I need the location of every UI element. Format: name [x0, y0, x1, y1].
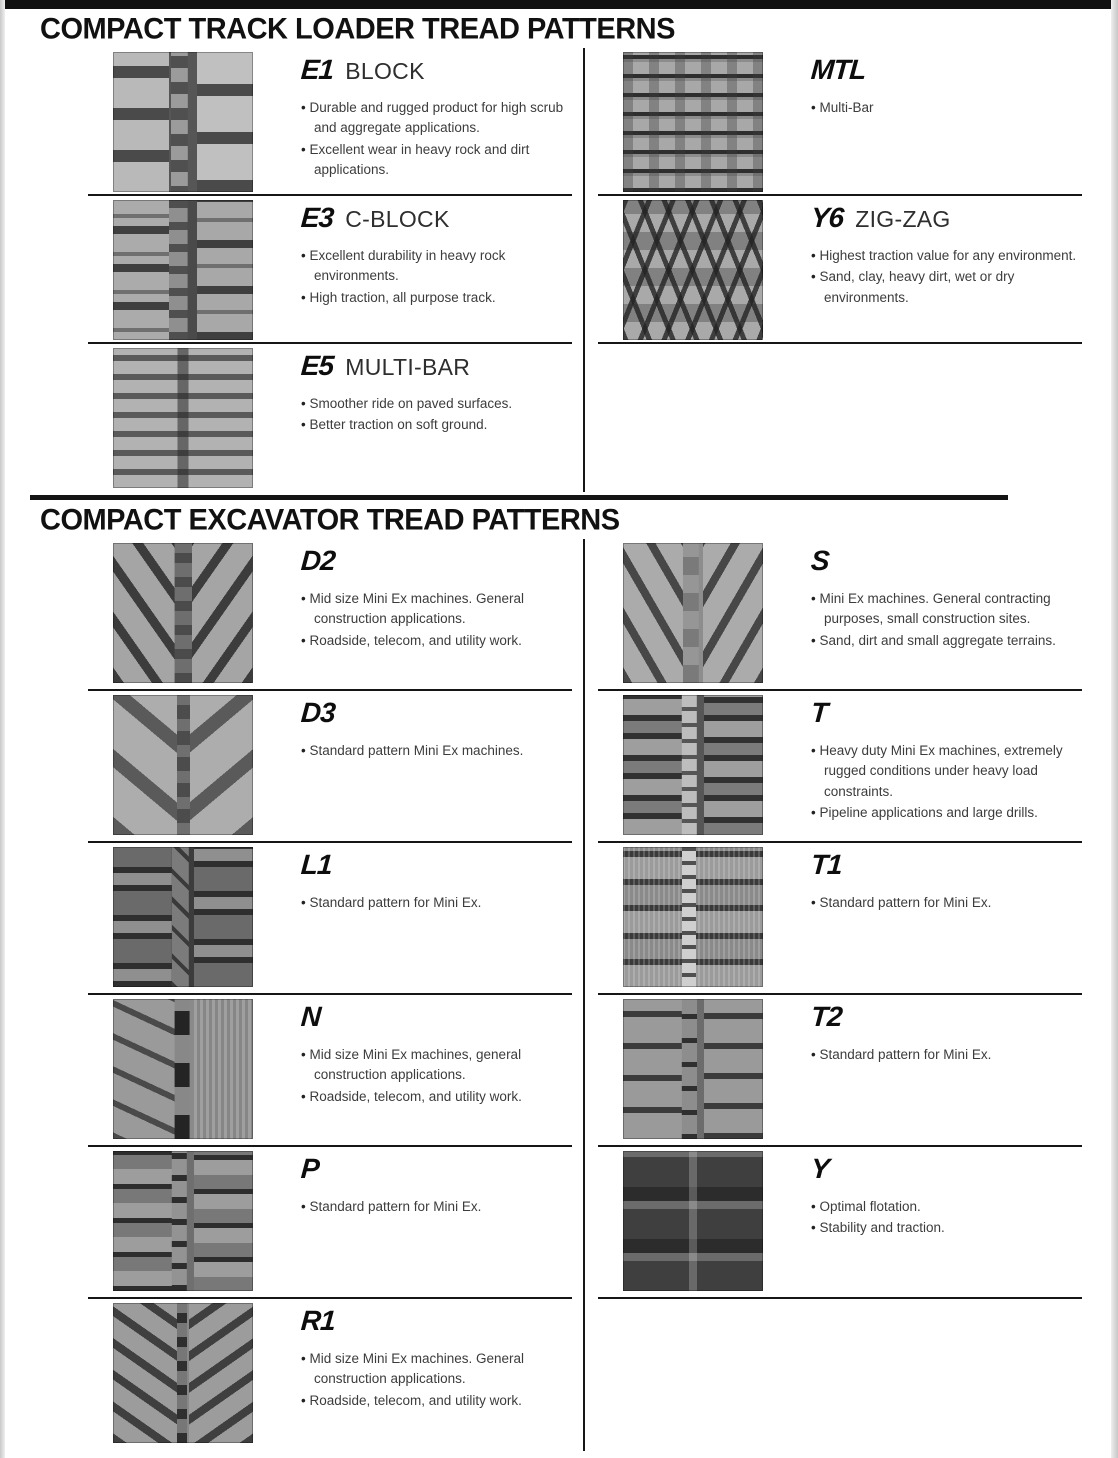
- pattern-title: [301, 202, 572, 234]
- t2-tread-icon: [623, 999, 763, 1139]
- pattern-bullets: [811, 589, 1082, 651]
- pattern-code: P: [299, 1153, 320, 1184]
- e3-c-block-tread-icon: [113, 200, 253, 340]
- pattern-code: E5: [299, 350, 335, 381]
- pattern-bullets: [301, 98, 572, 180]
- pattern-title: [811, 545, 1082, 577]
- pattern-title: [301, 1153, 481, 1185]
- tread-row-t1: [598, 843, 1082, 995]
- pattern-code: Y6: [809, 202, 845, 233]
- bullet-item: • Multi-Bar: [811, 98, 874, 118]
- bullet-item: • Optimal flotation.: [811, 1197, 945, 1217]
- pattern-title: [811, 697, 1082, 729]
- bullet-item: • Sand, dirt and small aggregate terrains.: [811, 631, 1082, 651]
- bullet-item: • Roadside, telecom, and utility work.: [301, 631, 572, 651]
- tread-info: [301, 196, 572, 342]
- y-tread-icon: [623, 1151, 763, 1291]
- pattern-title: [301, 849, 481, 881]
- pattern-title: [811, 1001, 991, 1033]
- excavator-right-column: [598, 539, 1082, 1451]
- tread-row-p: [88, 1147, 572, 1299]
- bullet-item: • Roadside, telecom, and utility work.: [301, 1087, 572, 1107]
- t1-tread-icon: [623, 847, 763, 987]
- pattern-bullets: [301, 741, 523, 761]
- pattern-code: D3: [299, 697, 336, 728]
- pattern-title: [811, 202, 1082, 234]
- pattern-code: T1: [809, 849, 843, 880]
- l1-tread-icon: [113, 847, 253, 987]
- tread-row-l1: [88, 843, 572, 995]
- bullet-item: • Pipeline applications and large drills.: [811, 803, 1082, 823]
- tread-row-y6: [598, 196, 1082, 344]
- top-black-bar: [0, 0, 1118, 9]
- pattern-title: [811, 849, 991, 881]
- s-tread-icon: [623, 543, 763, 683]
- tread-info: [811, 48, 874, 194]
- tread-row-s: [598, 539, 1082, 691]
- pattern-name: C-BLOCK: [345, 206, 450, 232]
- d3-tread-icon: [113, 695, 253, 835]
- bullet-item: • Mid size Mini Ex machines. General construction applications.: [301, 589, 572, 630]
- track-loader-right-column: [598, 48, 1082, 492]
- excavator-grid: [88, 539, 1082, 1451]
- tread-info: [811, 691, 1082, 841]
- track-loader-left-column: [88, 48, 572, 492]
- pattern-code: Y: [809, 1153, 830, 1184]
- bullet-item: • Sand, clay, heavy dirt, wet or dry environments.: [811, 267, 1082, 308]
- section-title-track-loader: COMPACT TRACK LOADER TREAD PATTERNS: [40, 13, 675, 46]
- pattern-bullets: [301, 1349, 572, 1411]
- pattern-name: MULTI-BAR: [345, 354, 471, 380]
- e1-block-tread-icon: [113, 52, 253, 192]
- tread-info: [301, 843, 481, 993]
- pattern-title: [301, 545, 572, 577]
- pattern-code: D2: [299, 545, 336, 576]
- bullet-item: • Standard pattern for Mini Ex.: [301, 1197, 481, 1217]
- bullet-item: • Excellent wear in heavy rock and dirt applications.: [301, 140, 572, 181]
- column-divider: [583, 48, 585, 492]
- d2-tread-icon: [113, 543, 253, 683]
- tread-info: [301, 48, 572, 194]
- pattern-title: [301, 350, 512, 382]
- bullet-item: • Better traction on soft ground.: [301, 415, 512, 435]
- pattern-title: [811, 54, 874, 86]
- pattern-title: [301, 1001, 572, 1033]
- pattern-code: E3: [299, 202, 335, 233]
- column-divider: [583, 539, 585, 1451]
- bullet-item: • Standard pattern for Mini Ex.: [811, 893, 991, 913]
- tread-info: [301, 344, 512, 492]
- page-right-edge: [1111, 0, 1118, 1458]
- bullet-item: • Highest traction value for any environment.: [811, 246, 1082, 266]
- mtl-tread-icon: [623, 52, 763, 192]
- tread-row-d2: [88, 539, 572, 691]
- pattern-code: R1: [299, 1305, 336, 1336]
- tread-row-mtl: [598, 48, 1082, 196]
- page-left-edge: [0, 0, 5, 1458]
- pattern-title: [301, 54, 572, 86]
- bullet-item: • Standard pattern Mini Ex machines.: [301, 741, 523, 761]
- track-loader-grid: [88, 48, 1082, 492]
- pattern-bullets: [811, 1197, 945, 1239]
- excavator-left-column: [88, 539, 572, 1451]
- tread-info: [301, 995, 572, 1145]
- tread-info: [811, 995, 991, 1145]
- pattern-bullets: [811, 1045, 991, 1065]
- tread-row-d3: [88, 691, 572, 843]
- y6-zig-zag-tread-icon: [623, 200, 763, 340]
- bullet-item: • Mini Ex machines. General contracting purposes, small construction sites.: [811, 589, 1082, 630]
- tread-info: [301, 1147, 481, 1297]
- pattern-name: ZIG-ZAG: [855, 206, 951, 232]
- bullet-item: • Excellent durability in heavy rock environments.: [301, 246, 572, 287]
- bullet-item: • Stability and traction.: [811, 1218, 945, 1238]
- bullet-item: • Mid size Mini Ex machines. General construction applications.: [301, 1349, 572, 1390]
- pattern-bullets: [301, 589, 572, 651]
- pattern-code: E1: [299, 54, 335, 85]
- tread-info: [811, 843, 991, 993]
- bullet-item: • Mid size Mini Ex machines, general construction applications.: [301, 1045, 572, 1086]
- t-tread-icon: [623, 695, 763, 835]
- pattern-bullets: [301, 1045, 572, 1107]
- tread-info: [811, 196, 1082, 342]
- pattern-code: T2: [809, 1001, 843, 1032]
- bullet-item: • Standard pattern for Mini Ex.: [301, 893, 481, 913]
- tread-row-n: [88, 995, 572, 1147]
- e5-multi-bar-tread-icon: [113, 348, 253, 488]
- pattern-code: N: [299, 1001, 322, 1032]
- tread-row-e3: [88, 196, 572, 344]
- section-separator-line: [30, 495, 1008, 500]
- pattern-bullets: [811, 741, 1082, 823]
- pattern-code: S: [809, 545, 830, 576]
- p-tread-icon: [113, 1151, 253, 1291]
- pattern-bullets: [301, 394, 512, 436]
- pattern-title: [301, 1305, 572, 1337]
- pattern-code: T: [809, 697, 829, 728]
- pattern-code: L1: [299, 849, 333, 880]
- pattern-title: [301, 697, 523, 729]
- pattern-name: BLOCK: [345, 58, 425, 84]
- tread-info: [811, 539, 1082, 689]
- section-title-excavator: COMPACT EXCAVATOR TREAD PATTERNS: [40, 504, 620, 537]
- pattern-bullets: [811, 98, 874, 118]
- bullet-item: • Durable and rugged product for high scrub and aggregate applications.: [301, 98, 572, 139]
- bullet-item: • Smoother ride on paved surfaces.: [301, 394, 512, 414]
- pattern-title: [811, 1153, 945, 1185]
- bullet-item: • High traction, all purpose track.: [301, 288, 572, 308]
- bullet-item: • Heavy duty Mini Ex machines, extremely rugged conditions under heavy load constraints.: [811, 741, 1082, 802]
- tread-row-y: [598, 1147, 1082, 1299]
- tread-row-r1: [88, 1299, 572, 1451]
- tread-info: [301, 1299, 572, 1451]
- tread-info: [811, 1147, 945, 1297]
- pattern-bullets: [811, 893, 991, 913]
- tread-row-e5: [88, 344, 572, 492]
- tread-info: [301, 691, 523, 841]
- tread-row-t2: [598, 995, 1082, 1147]
- pattern-bullets: [301, 246, 572, 308]
- r1-tread-icon: [113, 1303, 253, 1443]
- bullet-item: • Roadside, telecom, and utility work.: [301, 1391, 572, 1411]
- n-tread-icon: [113, 999, 253, 1139]
- tread-row-e1: [88, 48, 572, 196]
- pattern-bullets: [301, 893, 481, 913]
- bullet-item: • Standard pattern for Mini Ex.: [811, 1045, 991, 1065]
- pattern-bullets: [811, 246, 1082, 308]
- pattern-bullets: [301, 1197, 481, 1217]
- tread-info: [301, 539, 572, 689]
- tread-row-t: [598, 691, 1082, 843]
- pattern-code: MTL: [809, 54, 867, 85]
